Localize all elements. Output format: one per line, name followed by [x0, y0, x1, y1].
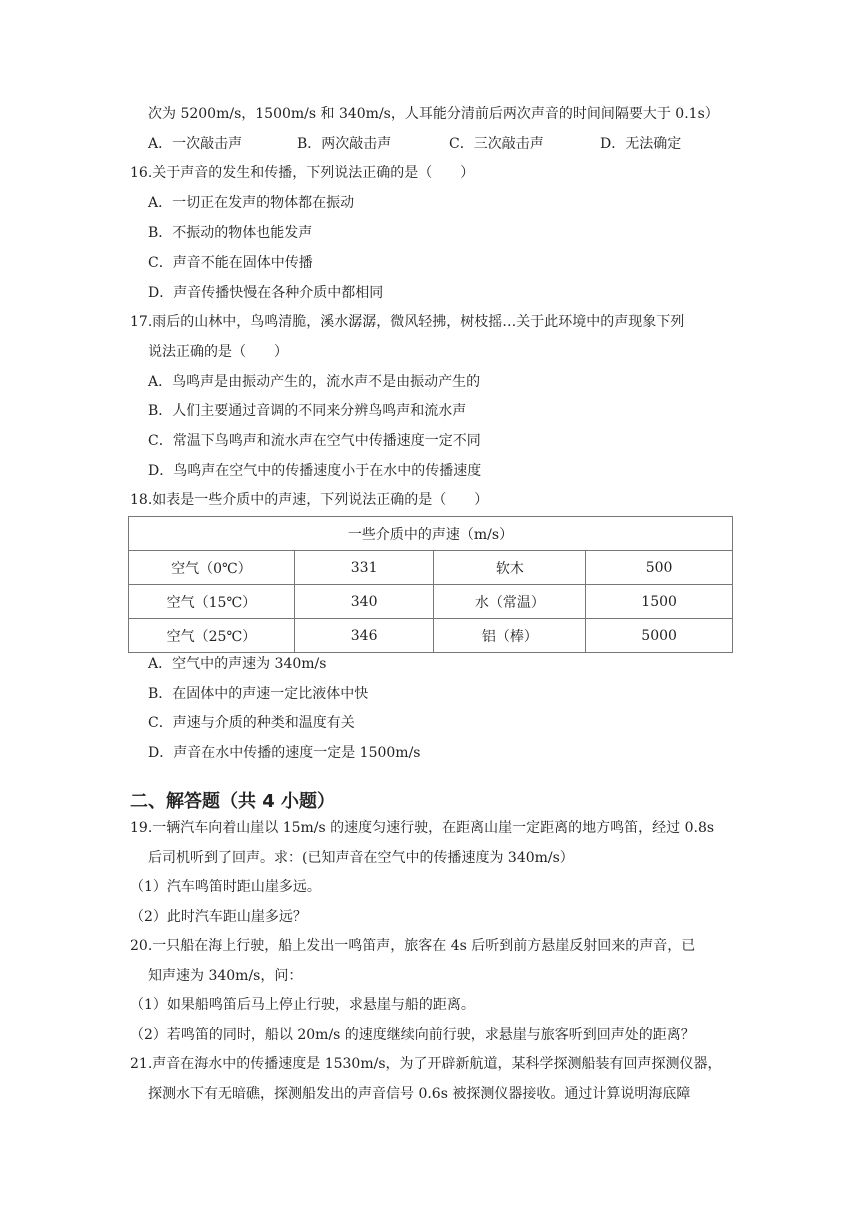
q18-option-b: B．在固体中的声速一定比液体中快 — [148, 686, 369, 702]
table-row — [129, 585, 733, 619]
table-cell: 331 — [294, 551, 434, 585]
q17-option-c: C．常温下鸟鸣声和流水声在空气中传播速度一定不同 — [148, 433, 481, 449]
table-cell: 500 — [586, 551, 733, 585]
q18-option-a: A．空气中的声速为 340m/s — [148, 656, 327, 672]
table-cell: 铝（棒） — [434, 619, 586, 653]
sound-speed-table — [128, 516, 733, 653]
q15-options — [148, 134, 748, 154]
table-cell: 空气（25℃） — [129, 619, 295, 653]
q15-stem-continuation: 次为 5200m/s，1500m/s 和 340m/s，人耳能分清前后两次声音的时间间隔要大于 0.1s） — [148, 106, 719, 122]
q20-stem: 20.一只船在海上行驶，船上发出一鸣笛声，旅客在 4s 后听到前方悬崖反射回来的声音，已 — [130, 938, 696, 954]
q16-option-d: D．声音传播快慢在各种介质中都相同 — [148, 285, 384, 301]
q19-part-1: （1）汽车鸣笛时距山崖多远。 — [130, 879, 321, 895]
table-cell: 软木 — [434, 551, 586, 585]
q20-part-1: （1）如果船鸣笛后马上停止行驶，求悬崖与船的距离。 — [130, 997, 475, 1013]
q17-option-b: B．人们主要通过音调的不同来分辨鸟鸣声和流水声 — [148, 403, 467, 419]
q18-stem: 18.如表是一些介质中的声速，下列说法正确的是（ ） — [130, 492, 489, 508]
q19-stem: 19.一辆汽车向着山崖以 15m/s 的速度匀速行驶，在距离山崖一定距离的地方鸣笛，经过 0.8s — [130, 820, 715, 836]
table-cell: 346 — [294, 619, 434, 653]
q20-stem-continuation: 知声速为 340m/s，问： — [148, 968, 303, 984]
q21-stem-continuation: 探测水下有无暗礁，探测船发出的声音信号 0.6s 被探测仪器接收。通过计算说明海底障 — [148, 1086, 691, 1102]
q19-stem-continuation: 后司机听到了回声。求：(已知声音在空气中的传播速度为 340m/s） — [148, 850, 574, 866]
table-title-row — [129, 517, 733, 551]
q20-part-2: （2）若鸣笛的同时，船以 20m/s 的速度继续向前行驶，求悬崖与旅客听到回声处的距离？ — [130, 1027, 695, 1043]
q21-stem: 21.声音在海水中的传播速度是 1530m/s，为了开辟新航道，某科学探测船装有回声探测仪器， — [130, 1056, 722, 1072]
table-row — [129, 551, 733, 585]
table-cell: 空气（15℃） — [129, 585, 295, 619]
q15-option-d: D．无法确定 — [600, 136, 682, 152]
table-cell: 5000 — [586, 619, 733, 653]
q15-option-a: A．一次敲击声 — [148, 136, 243, 152]
q16-stem: 16.关于声音的发生和传播，下列说法正确的是（ ） — [130, 165, 475, 181]
q16-option-a: A．一切正在发声的物体都在振动 — [148, 195, 355, 211]
q15-option-c: C．三次敲击声 — [449, 136, 544, 152]
table-cell: 340 — [294, 585, 434, 619]
q19-part-2: （2）此时汽车距山崖多远？ — [130, 909, 307, 925]
q15-option-b: B．两次敲击声 — [297, 136, 392, 152]
q17-stem-continuation: 说法正确的是（ ） — [148, 344, 288, 360]
table-title: 一些介质中的声速（m/s） — [129, 517, 733, 551]
section-heading: 二、解答题（共 4 小题） — [130, 791, 336, 812]
table-cell: 空气（0℃） — [129, 551, 295, 585]
table-row — [129, 619, 733, 653]
q17-option-d: D．鸟鸣声在空气中的传播速度小于在水中的传播速度 — [148, 463, 482, 479]
q16-option-b: B．不振动的物体也能发声 — [148, 225, 313, 241]
q18-option-d: D．声音在水中传播的速度一定是 1500m/s — [148, 745, 421, 761]
table-cell: 水（常温） — [434, 585, 586, 619]
q16-option-c: C．声音不能在固体中传播 — [148, 255, 313, 271]
q17-stem: 17.雨后的山林中，鸟鸣清脆，溪水潺潺，微风轻拂，树枝摇…关于此环境中的声现象下列 — [130, 314, 685, 330]
q18-option-c: C．声速与介质的种类和温度有关 — [148, 715, 355, 731]
q17-option-a: A．鸟鸣声是由振动产生的，流水声不是由振动产生的 — [148, 374, 481, 390]
table-cell: 1500 — [586, 585, 733, 619]
